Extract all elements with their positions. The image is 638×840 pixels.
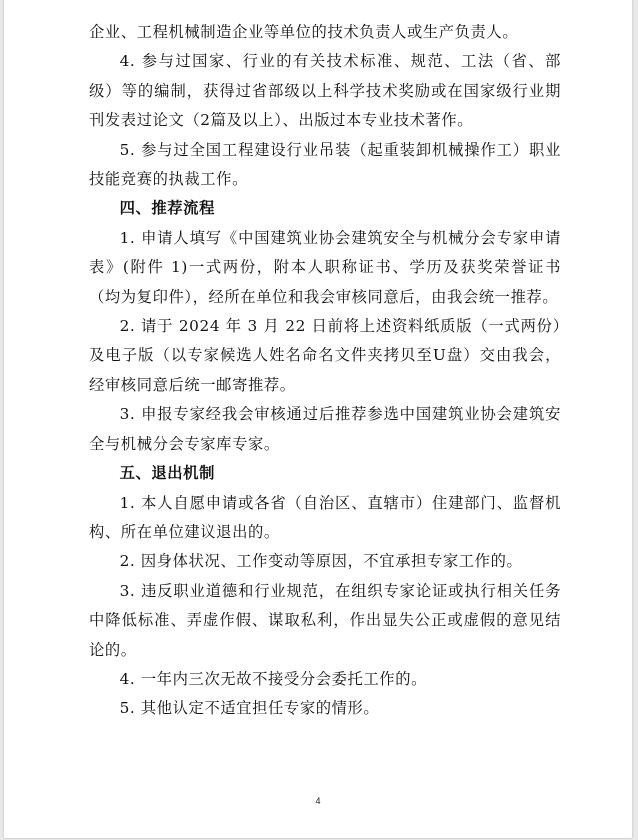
section-heading-exit: 五、退出机制 — [119, 464, 215, 483]
paragraph-exit-2: 2. 因身体状况、工作变动等原因，不宜承担专家工作的。 — [119, 552, 523, 571]
paragraph-recommendation-3: 3. 申报专家经我会审核通过后推荐参选中国建筑业协会建筑安全与机械分会专家库专家。 — [89, 405, 561, 453]
paragraph-exit-4: 4. 一年内三次无故不接受分会委托工作的。 — [119, 669, 427, 688]
paragraph-exit-1: 1. 本人自愿申请或各省（自治区、直辖市）住建部门、监督机构、所在单位建议退出的。 — [89, 493, 561, 541]
paragraph-item-4: 4. 参与过国家、行业的有关技术标准、规范、工法（省、部级）等的编制，获得过省部级以上科学技术奖励或在国家级行业期刊发表过论文（2篇及以上）、出版过本专业技术著作。 — [89, 52, 561, 130]
paragraph-exit-3: 3. 违反职业道德和行业规范，在组织专家论证或执行相关任务中降低标准、弄虚作假、谋取私利，作出显失公正或虚假的意见结论的。 — [89, 581, 561, 659]
paragraph-exit-5: 5. 其他认定不适宜担任专家的情形。 — [119, 699, 380, 718]
paragraph-recommendation-1: 1. 申请人填写《中国建筑业协会建筑安全与机械分会专家申请表》(附件 1)一式两份，附本人职称证书、学历及获奖荣誉证书（均为复印件），经所在单位和我会审核同意后，由我会统一推荐。 — [89, 228, 561, 306]
paragraph-recommendation-2: 2. 请于 2024 年 3 月 22 日前将上述资料纸质版（一式两份）及电子版（以专家候选人姓名命名文件夹拷贝至U盘）交由我会，经审核同意后统一邮寄推荐。 — [89, 317, 561, 394]
section-heading-recommendation: 四、推荐流程 — [119, 199, 215, 218]
paragraph-item-5: 5. 参与过全国工程建设行业吊装（起重装卸机械操作工）职业技能竞赛的执裁工作。 — [89, 140, 561, 189]
page-content — [89, 18, 561, 724]
page-number: 4 — [315, 796, 321, 806]
document-page — [4, 0, 632, 838]
paragraph-continued: 企业、工程机械制造企业等单位的技术负责人或生产负责人。 — [89, 23, 519, 41]
